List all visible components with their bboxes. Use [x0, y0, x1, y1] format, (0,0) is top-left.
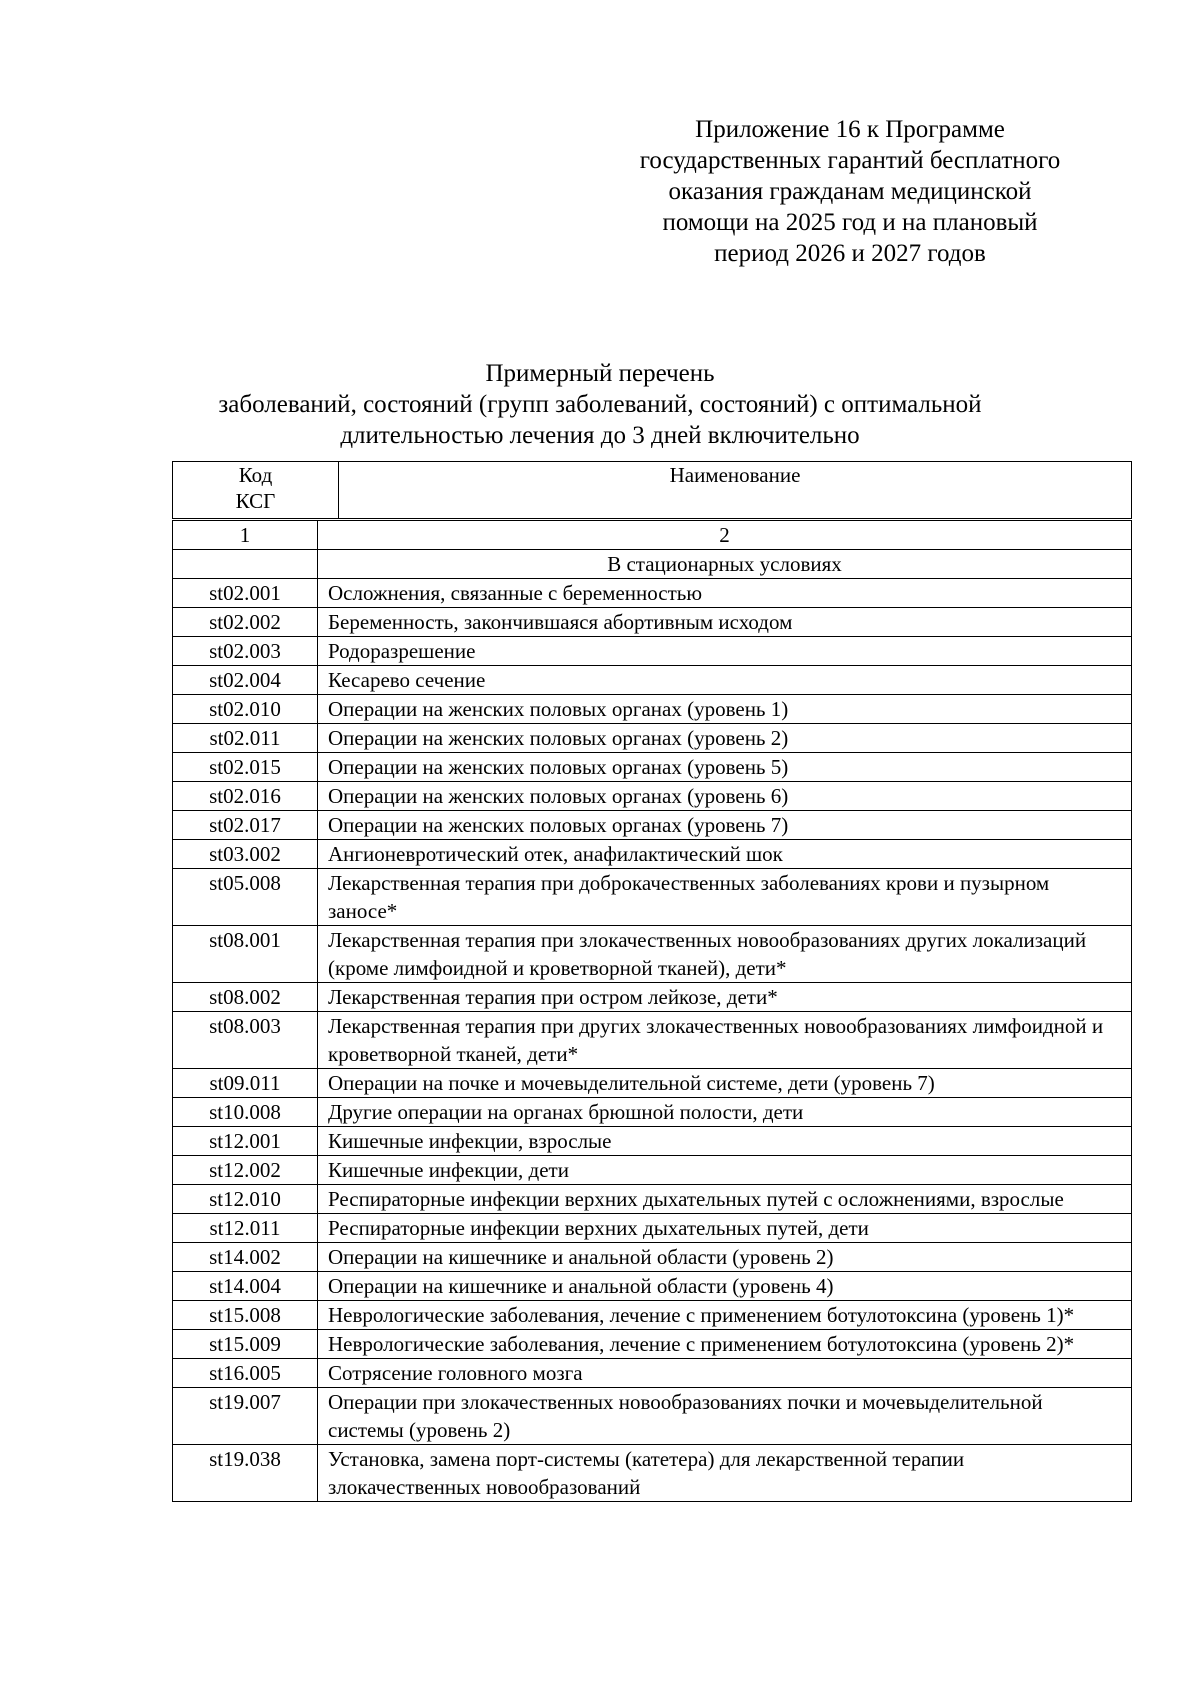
ksg-name: Операции на женских половых органах (уровень 1)	[318, 695, 1132, 724]
annex-line: помощи на 2025 год и на плановый	[662, 209, 1038, 236]
table-header	[172, 461, 1132, 519]
ksg-name: Операции на почке и мочевыделительной системе, дети (уровень 7)	[318, 1069, 1132, 1098]
table-row	[173, 1330, 1132, 1359]
annex-line: Приложение 16 к Программе	[695, 116, 1005, 143]
ksg-code: st19.038	[173, 1445, 318, 1502]
ksg-code: st12.001	[173, 1127, 318, 1156]
ksg-name: Осложнения, связанные с беременностью	[318, 579, 1132, 608]
ksg-code: st15.009	[173, 1330, 318, 1359]
ksg-code: st02.003	[173, 637, 318, 666]
ksg-name: Респираторные инфекции верхних дыхательных путей, дети	[318, 1214, 1132, 1243]
table-row	[173, 1388, 1132, 1445]
section-row	[173, 550, 1132, 579]
column-number: 1	[173, 521, 318, 550]
ksg-name: Операции на кишечнике и анальной области (уровень 4)	[318, 1272, 1132, 1301]
ksg-code: st19.007	[173, 1388, 318, 1445]
table-row	[173, 926, 1132, 983]
table-row	[173, 1012, 1132, 1069]
ksg-code: st02.015	[173, 753, 318, 782]
ksg-code: st12.002	[173, 1156, 318, 1185]
title-line: Примерный перечень	[485, 360, 715, 387]
table-row	[173, 1214, 1132, 1243]
table-row	[173, 1069, 1132, 1098]
ksg-name: Родоразрешение	[318, 637, 1132, 666]
ksg-name: Установка, замена порт-системы (катетера) для лекарственной терапии злокачественных новообразований	[318, 1445, 1132, 1502]
ksg-name: Беременность, закончившаяся абортивным исходом	[318, 608, 1132, 637]
ksg-code: st09.011	[173, 1069, 318, 1098]
ksg-code: st02.016	[173, 782, 318, 811]
table-row	[173, 1243, 1132, 1272]
ksg-code: st02.004	[173, 666, 318, 695]
table-row	[173, 1445, 1132, 1502]
ksg-code: st02.001	[173, 579, 318, 608]
ksg-name: Операции на женских половых органах (уровень 5)	[318, 753, 1132, 782]
ksg-name: Респираторные инфекции верхних дыхательных путей с осложнениями, взрослые	[318, 1185, 1132, 1214]
title-line: длительностью лечения до 3 дней включительно	[340, 422, 860, 449]
ksg-code: st03.002	[173, 840, 318, 869]
ksg-name: Кишечные инфекции, дети	[318, 1156, 1132, 1185]
ksg-code: st08.002	[173, 983, 318, 1012]
table-row	[173, 840, 1132, 869]
document-title	[150, 358, 1050, 451]
table-row	[173, 1098, 1132, 1127]
table-row	[173, 869, 1132, 926]
table-row	[173, 1301, 1132, 1330]
ksg-code: st15.008	[173, 1301, 318, 1330]
ksg-table	[172, 520, 1132, 1502]
ksg-name: Операции на женских половых органах (уровень 6)	[318, 782, 1132, 811]
ksg-code: st12.010	[173, 1185, 318, 1214]
header-row	[173, 462, 1132, 519]
ksg-name: Операции на женских половых органах (уровень 2)	[318, 724, 1132, 753]
header-code-line: Код	[238, 463, 273, 487]
annex-reference	[600, 114, 1100, 269]
table-row	[173, 1359, 1132, 1388]
header-name-cell: Наименование	[339, 462, 1132, 519]
ksg-code: st02.010	[173, 695, 318, 724]
table-row	[173, 666, 1132, 695]
table-row	[173, 1185, 1132, 1214]
ksg-name: Кесарево сечение	[318, 666, 1132, 695]
table-row	[173, 724, 1132, 753]
ksg-code: st16.005	[173, 1359, 318, 1388]
table-row	[173, 637, 1132, 666]
ksg-name: Лекарственная терапия при доброкачественных заболеваниях крови и пузырном заносе*	[318, 869, 1132, 926]
table-row	[173, 811, 1132, 840]
ksg-name: Операции при злокачественных новообразованиях почки и мочевыделительной системы (уровень 2)	[318, 1388, 1132, 1445]
ksg-code: st12.011	[173, 1214, 318, 1243]
ksg-name: Лекарственная терапия при остром лейкозе, дети*	[318, 983, 1132, 1012]
section-title: В стационарных условиях	[318, 550, 1132, 579]
ksg-code: st02.017	[173, 811, 318, 840]
header-code-line: КСГ	[235, 489, 276, 513]
ksg-code: st10.008	[173, 1098, 318, 1127]
ksg-table-body	[173, 521, 1132, 1502]
section-code-cell	[173, 550, 318, 579]
table-row	[173, 695, 1132, 724]
ksg-code: st08.003	[173, 1012, 318, 1069]
ksg-name: Неврологические заболевания, лечение с применением ботулотоксина (уровень 1)*	[318, 1301, 1132, 1330]
ksg-name: Другие операции на органах брюшной полости, дети	[318, 1098, 1132, 1127]
table-row	[173, 579, 1132, 608]
ksg-code: st14.004	[173, 1272, 318, 1301]
annex-line: период 2026 и 2027 годов	[714, 240, 986, 267]
ksg-name: Операции на кишечнике и анальной области (уровень 2)	[318, 1243, 1132, 1272]
ksg-name: Кишечные инфекции, взрослые	[318, 1127, 1132, 1156]
ksg-name: Лекарственная терапия при злокачественных новообразованиях других локализаций (кроме лимфоидной и кроветворной тканей), дети*	[318, 926, 1132, 983]
ksg-name: Сотрясение головного мозга	[318, 1359, 1132, 1388]
table-row	[173, 1127, 1132, 1156]
ksg-code: st02.011	[173, 724, 318, 753]
ksg-name: Неврологические заболевания, лечение с применением ботулотоксина (уровень 2)*	[318, 1330, 1132, 1359]
header-code-cell	[173, 462, 339, 519]
table-row	[173, 608, 1132, 637]
table-row	[173, 1272, 1132, 1301]
ksg-name: Операции на женских половых органах (уровень 7)	[318, 811, 1132, 840]
table-row	[173, 1156, 1132, 1185]
title-line: заболеваний, состояний (групп заболеваний, состояний) с оптимальной	[218, 391, 982, 418]
column-number: 2	[318, 521, 1132, 550]
ksg-code: st02.002	[173, 608, 318, 637]
table-row	[173, 782, 1132, 811]
annex-line: государственных гарантий бесплатного	[639, 147, 1061, 174]
table-row	[173, 753, 1132, 782]
table-row	[173, 983, 1132, 1012]
ksg-name: Лекарственная терапия при других злокачественных новообразованиях лимфоидной и кроветворной тканей, дети*	[318, 1012, 1132, 1069]
ksg-code: st14.002	[173, 1243, 318, 1272]
ksg-code: st08.001	[173, 926, 318, 983]
column-number-row	[173, 521, 1132, 550]
ksg-name: Ангионевротический отек, анафилактический шок	[318, 840, 1132, 869]
annex-line: оказания гражданам медицинской	[668, 178, 1032, 205]
ksg-code: st05.008	[173, 869, 318, 926]
